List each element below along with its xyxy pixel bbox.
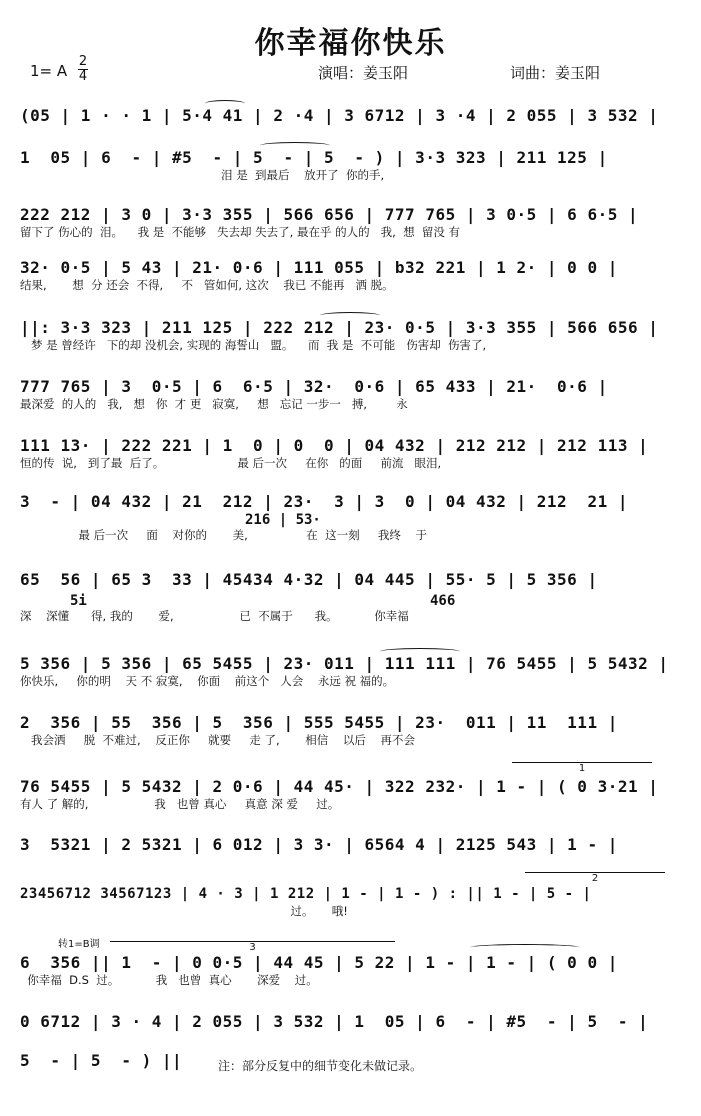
score-line-3 <box>20 205 684 239</box>
key-signature: 1= A <box>30 62 68 80</box>
notation: 76 5455 | 5 5432 | 2 0·6 | 44 45· | 322 232· | 1 - | ( 0 3·21 | <box>20 777 659 796</box>
lyrics: 有人 了 解的, 我 也曾 真心 真意 深 爱 过。 <box>20 797 340 811</box>
singer-credit: 演唱：姜玉阳 <box>318 64 409 82</box>
score-line-15b <box>20 953 684 987</box>
score-line-1 <box>20 106 684 126</box>
score-line-16 <box>20 1012 684 1032</box>
slur-mark <box>470 944 580 951</box>
lyrics: 留下了 伤心的 泪。 我 是 不能够 失去却 失去了, 最在乎 的人的 我, 想 留没 有 <box>20 225 461 239</box>
score-line-5 <box>20 318 684 352</box>
lyrics: 梦 是 曾经许 下的却 没机会, 实现的 海誓山 盟。 而 我 是 不可能 伤害却 伤害了, <box>20 338 487 352</box>
score-line-14 <box>20 884 684 918</box>
lyrics: 最深爱 的人的 我, 想 你 才 更 寂寞, 想 忘记 一步一 搏, 永 <box>20 397 408 411</box>
notation: 5 - | 5 - ) || <box>20 1051 183 1070</box>
lyrics: 结果, 想 分 还会 不得, 不 管如何, 这次 我已 不能再 洒 脱。 <box>20 278 394 292</box>
score-line-6 <box>20 377 684 411</box>
score-line-2 <box>20 148 684 182</box>
notation: (05 | 1 · · 1 | 5·4 41 | 2 ·4 | 3 6712 | 3 ·4 | 2 055 | 3 532 | <box>20 106 659 125</box>
volta-3-label: 3 <box>249 942 256 953</box>
slur-mark <box>380 648 460 655</box>
slur-mark <box>320 312 380 319</box>
notation: 23456712 34567123 | 4 · 3 | 1 212 | 1 - | 1 - ) : || 1 - | 5 - | <box>20 886 592 902</box>
score-line-9 <box>20 570 684 623</box>
volta-2 <box>525 872 665 884</box>
footnote: 注：部分反复中的细节变化未做记录。 <box>218 1059 423 1073</box>
notation: 65 56 | 65 3 33 | 45434 4·32 | 04 445 | 55· 5 | 5 356 | <box>20 570 598 589</box>
composer-credit: 词曲：姜玉阳 <box>510 64 601 82</box>
notation: 2 356 | 55 356 | 5 356 | 555 5455 | 23· 011 | 11 111 | <box>20 713 618 732</box>
notation: 0 6712 | 3 · 4 | 2 055 | 3 532 | 1 05 | 6 - | #5 - | 5 - | <box>20 1012 649 1031</box>
slur-mark <box>260 142 330 149</box>
notation: 777 765 | 3 0·5 | 6 6·5 | 32· 0·6 | 65 433 | 21· 0·6 | <box>20 377 608 396</box>
lyrics: 你快乐, 你的明 天 不 寂寞, 你面 前这个 人会 永远 祝 福的。 <box>20 674 395 688</box>
alternate-notes: 216 | 53· <box>245 512 321 528</box>
volta-1 <box>512 762 652 774</box>
volta-2-label: 2 <box>591 873 599 884</box>
alternate-notes: 466 <box>430 593 456 609</box>
time-signature <box>78 56 88 83</box>
lyrics: 过。 哦! <box>20 904 348 918</box>
score-line-7 <box>20 436 684 470</box>
lyrics: 深 深懂 得, 我的 爱, 已 不属于 我。 你幸福 <box>20 609 409 623</box>
alternate-notes: 5i <box>70 593 87 609</box>
notation: 111 13· | 222 221 | 1 0 | 0 0 | 04 432 | 212 212 | 212 113 | <box>20 436 649 455</box>
score-line-12 <box>20 777 684 811</box>
time-signature-top: 2 <box>78 54 88 69</box>
lyrics: 我会洒 脱 不难过, 反正你 就要 走 了, 相信 以后 再不会 <box>20 733 416 747</box>
notation: 5 356 | 5 356 | 65 5455 | 23· 011 | 111 111 | 76 5455 | 5 5432 | <box>20 654 669 673</box>
notation: 1 05 | 6 - | #5 - | 5 - | 5 - ) | 3·3 323 | 211 125 | <box>20 148 608 167</box>
score-line-10 <box>20 654 684 688</box>
notation: 32· 0·5 | 5 43 | 21· 0·6 | 111 055 | b32 221 | 1 2· | 0 0 | <box>20 258 618 277</box>
lyrics: 你幸福 D.S 过。 我 也曾 真心 深爱 过。 <box>20 973 318 987</box>
notation: ||: 3·3 323 | 211 125 | 222 212 | 23· 0·5 | 3·3 355 | 566 656 | <box>20 318 659 337</box>
lyrics: 泪 是 到最后 放开了 你的手, <box>20 168 385 182</box>
volta-1-label: 1 <box>578 763 586 774</box>
modulation-marker: 转1=B调 <box>58 939 100 950</box>
score-line-4 <box>20 258 684 292</box>
notation: 6 356 || 1 - | 0 0·5 | 44 45 | 5 22 | 1 - | 1 - | ( 0 0 | <box>20 953 618 972</box>
notation: 3 5321 | 2 5321 | 6 012 | 3 3· | 6564 4 | 2125 543 | 1 - | <box>20 835 618 854</box>
slur-mark <box>205 100 245 107</box>
time-signature-bottom: 4 <box>78 69 88 84</box>
volta-3 <box>110 941 395 953</box>
score-line-8 <box>20 492 684 542</box>
lyrics: 最 后一次 面 对你的 美, 在 这一刻 我终 于 <box>20 528 427 542</box>
score-line-11 <box>20 713 684 747</box>
score-line-13 <box>20 835 684 855</box>
song-title: 你幸福你快乐 <box>254 26 447 61</box>
lyrics: 恒的传 说, 到了最 后了。 最 后一次 在你 的面 前流 眼泪, <box>20 456 442 470</box>
notation: 3 - | 04 432 | 21 212 | 23· 3 | 3 0 | 04 432 | 212 21 | <box>20 492 628 511</box>
notation: 222 212 | 3 0 | 3·3 355 | 566 656 | 777 765 | 3 0·5 | 6 6·5 | <box>20 205 639 224</box>
